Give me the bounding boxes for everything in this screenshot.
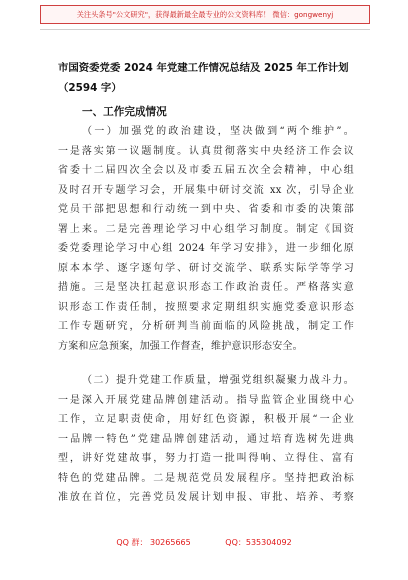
section-heading: 一、工作完成情况 (82, 106, 167, 118)
document-title-line-1: 市国资委党委 2024 年党建工作情况总结及 2025 年工作计划 (58, 62, 349, 74)
qq-number: QQ：535304092 (225, 538, 292, 547)
document-title (58, 58, 358, 98)
paragraph-line: 署上来。二是完善理论学习中心组学习制度。制定《国资 (58, 223, 354, 235)
contact-footer (0, 537, 408, 553)
paragraph-line: 一是深入开展党建品牌创建活动。指导监管企业围绕中心 (58, 394, 354, 406)
paragraph-line: （二）提升党建工作质量，增强党组织凝聚力战斗力。 (82, 375, 354, 386)
paragraph-line: （一）加强党的政治建设，坚决做到“两个维护”。 (82, 126, 354, 137)
paragraph-line: 委党委理论学习中心组 2024 年学习安排》，进一步细化原 (58, 243, 354, 254)
paragraph-line: 准放在首位，完善党员发展计划申报、审批、培养、考察 (58, 492, 354, 503)
header-divider (40, 29, 370, 30)
qq-group-number: QQ 群： 30265665 (116, 538, 191, 547)
paragraph-line: 省委十二届四次全会以及市委五届五次全会精神，中心组 (58, 165, 354, 176)
paragraph-line: 特色的党建品牌。二是规范党员发展程序。坚持把政治标 (58, 472, 354, 484)
section-2-paragraph (58, 371, 354, 508)
paragraph-line: 一是落实第一议题制度。认真贯彻落实中央经济工作会议 (58, 145, 354, 157)
promo-banner: 关注头条号"公文研究"，获得最新最全最专业的公文资料库！ 微信：gongwenyj (40, 5, 370, 24)
paragraph-line: 原本本学、逐字逐句学、研讨交流学、联系实际学等学习 (58, 262, 354, 274)
document-title-word-count: （2594 字） (58, 82, 122, 94)
paragraph-line: 一品牌一特色”党建品牌创建活动，通过培育选树先进典 (58, 433, 354, 445)
paragraph-line: 措施。三是坚决扛起意识形态工作政治责任。严格落实意 (58, 282, 354, 293)
paragraph-line: 识形态工作责任制，按照要求定期组织实施党委意识形态 (58, 301, 354, 313)
section-1-paragraph (58, 122, 354, 356)
paragraph-line: 党员干部把思想和行动统一到中央、省委和市委的决策部 (58, 204, 354, 215)
paragraph-line: 工作，立足职责使命，用好红色资源，积极开展“一企业 (58, 414, 354, 425)
paragraph-line: 及时召开专题学习会，开展集中研讨交流 xx 次，引导企业 (58, 184, 354, 196)
paragraph-line: 型，讲好党建故事，努力打造一批叫得响、立得住、富有 (58, 453, 354, 464)
paragraph-line: 工作专题研究，分析研判当前面临的风险挑战，制定工作 (58, 321, 354, 332)
paragraph-line: 方案和应急预案，加强工作督查，维护意识形态安全。 (58, 340, 303, 352)
